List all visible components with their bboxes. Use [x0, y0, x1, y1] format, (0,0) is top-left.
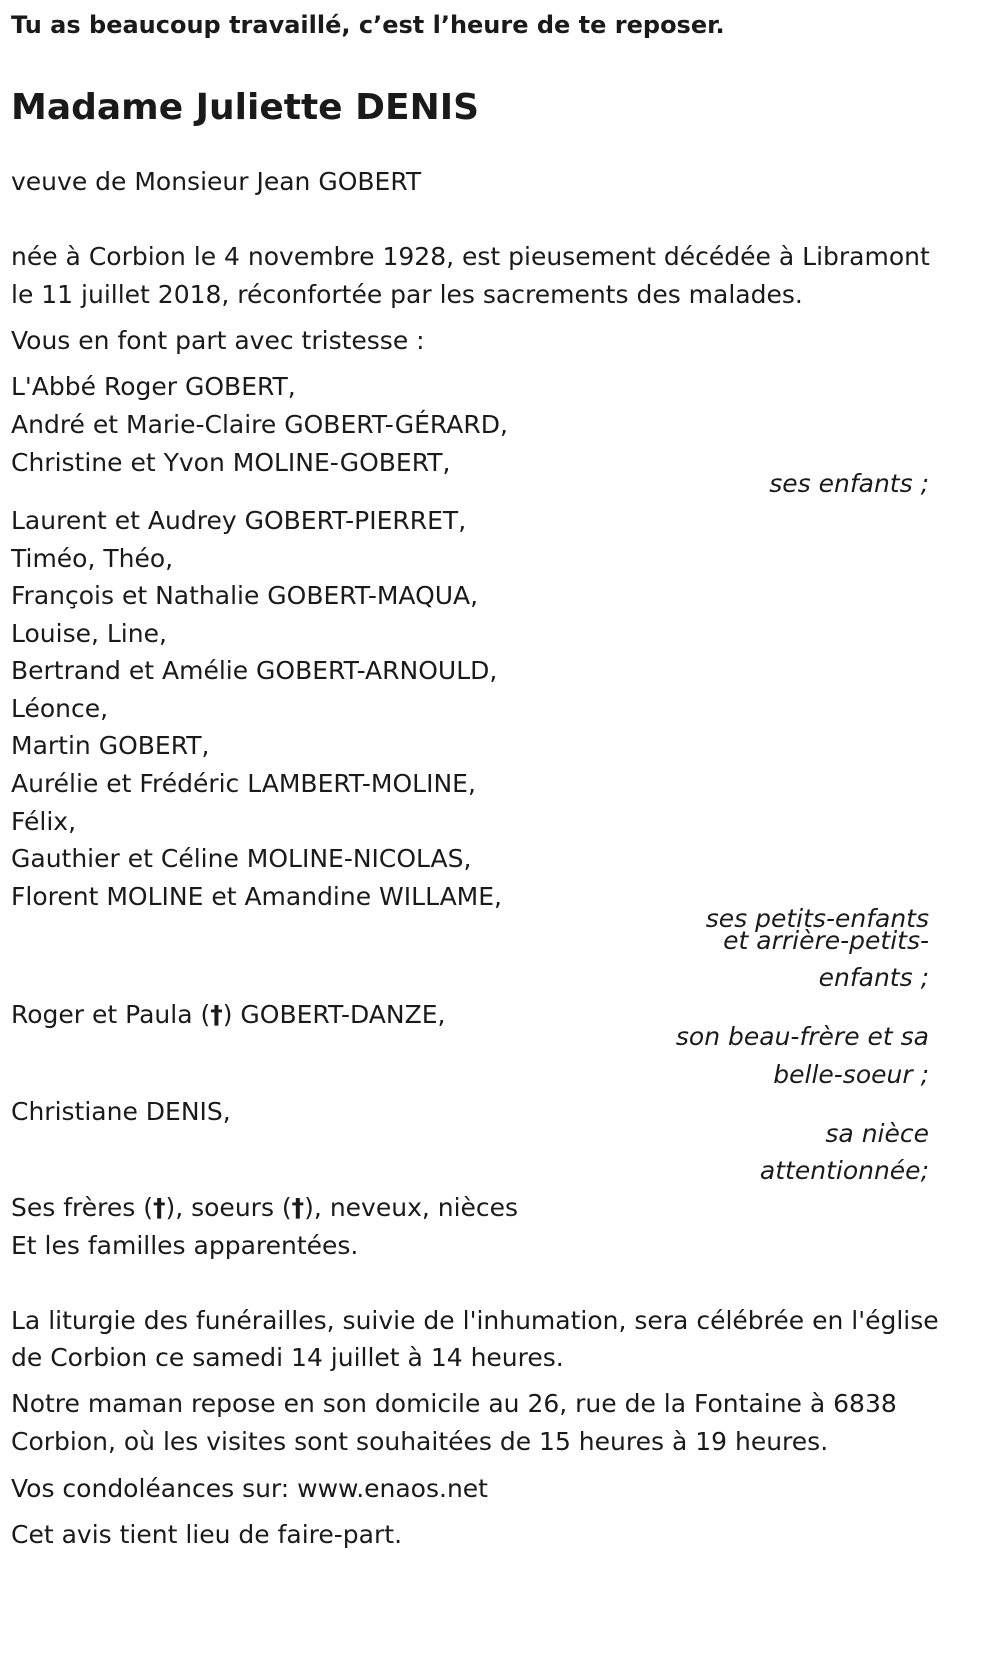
grandchild-entry: Léonce, [11, 694, 109, 723]
grandchild-entry: Aurélie et Frédéric LAMBERT-MOLINE, [11, 769, 476, 798]
in-law-role-line: son beau-frère et sa [675, 1022, 929, 1051]
child-entry: Christine et Yvon MOLINE-GOBERT, [11, 448, 451, 477]
epigraph: Tu as beaucoup travaillé, c’est l’heure de te reposer. [11, 11, 725, 39]
visit-line-1: Notre maman repose en son domicile au 26, rue de la Fontaine à 6838 [11, 1389, 897, 1418]
in-law-entry: Roger et Paula (†) GOBERT-DANZE, [11, 1000, 446, 1029]
children-role: ses enfants ; [769, 469, 929, 498]
grandchildren-role-line: enfants ; [818, 963, 929, 992]
families-line: Et les familles apparentées. [11, 1231, 359, 1260]
cross-symbol: † [291, 1193, 305, 1222]
grandchild-entry: Florent MOLINE et Amandine WILLAME, [11, 882, 502, 911]
condolences-line: Vos condoléances sur: www.enaos.net [11, 1474, 488, 1503]
grandchild-entry: Martin GOBERT, [11, 731, 210, 760]
funeral-line-1: La liturgie des funérailles, suivie de l'inhumation, sera célébrée en l'église [11, 1306, 939, 1335]
funeral-line-2: de Corbion ce samedi 14 juillet à 14 heures. [11, 1343, 564, 1372]
in-law-role-line: belle-soeur ; [773, 1060, 929, 1089]
grandchild-entry: François et Nathalie GOBERT-MAQUA, [11, 581, 479, 610]
niece-role-line: sa nièce [825, 1119, 929, 1148]
grandchild-entry: Bertrand et Amélie GOBERT-ARNOULD, [11, 656, 498, 685]
grandchild-entry: Louise, Line, [11, 619, 167, 648]
cross-symbol: † [210, 1000, 223, 1029]
deceased-name: Madame Juliette DENIS [11, 87, 480, 128]
grandchildren-role-line: et arrière-petits- [723, 926, 929, 955]
announce-line: Vous en font part avec tristesse : [11, 326, 425, 355]
visit-line-2: Corbion, où les visites sont souhaitées de 15 heures à 19 heures. [11, 1427, 829, 1456]
grandchild-entry: Laurent et Audrey GOBERT-PIERRET, [11, 506, 467, 535]
grandchild-entry: Félix, [11, 807, 77, 836]
siblings-line: Ses frères (†), soeurs (†), neveux, nièces [11, 1193, 519, 1222]
niece-role-line: attentionnée; [759, 1156, 929, 1185]
niece-entry: Christiane DENIS, [11, 1097, 231, 1126]
grandchildren-role-line: ses petits-enfants [705, 904, 929, 933]
spouse-line: veuve de Monsieur Jean GOBERT [11, 167, 422, 196]
child-entry: L'Abbé Roger GOBERT, [11, 372, 296, 401]
closing-line: Cet avis tient lieu de faire-part. [11, 1520, 403, 1549]
intro-line-2: le 11 juillet 2018, réconfortée par les sacrements des malades. [11, 280, 803, 309]
grandchild-entry: Gauthier et Céline MOLINE-NICOLAS, [11, 844, 472, 873]
intro-line-1: née à Corbion le 4 novembre 1928, est pieusement décédée à Libramont [11, 242, 930, 271]
cross-symbol: † [152, 1193, 166, 1222]
grandchild-entry: Timéo, Théo, [11, 544, 174, 573]
child-entry: André et Marie-Claire GOBERT-GÉRARD, [11, 410, 508, 439]
